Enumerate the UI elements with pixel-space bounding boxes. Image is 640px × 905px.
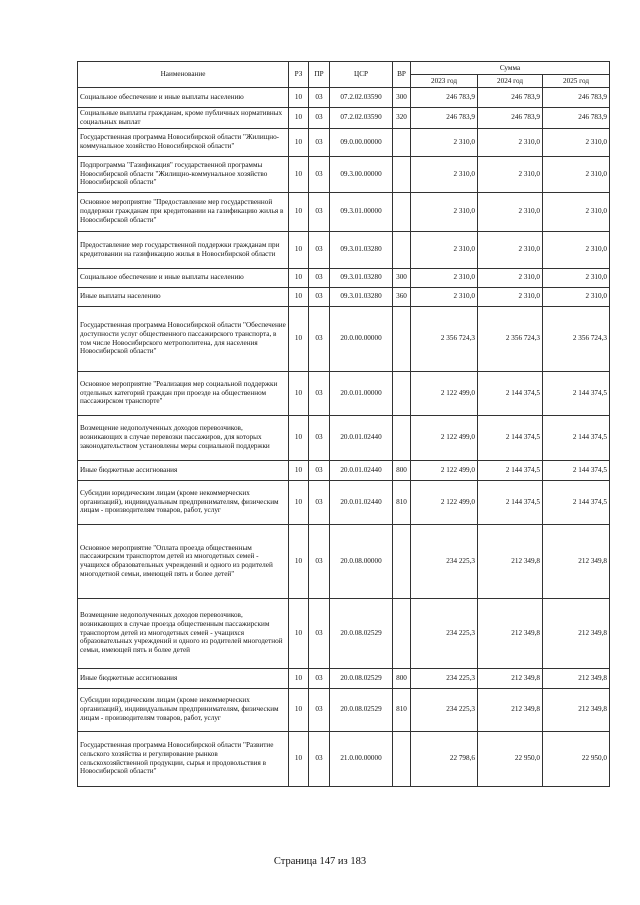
header-rz: РЗ <box>289 62 309 88</box>
cell-name: Государственная программа Новосибирской области "Обеспечение доступности услуг общественного пассажирского транспорта, в том числе Новосибирского метрополитена, для населения Новосибирской области" <box>78 306 289 371</box>
cell-sum-2025: 246 783,9 <box>543 88 610 108</box>
cell-csr: 20.0.01.00000 <box>330 371 393 415</box>
cell-vr: 300 <box>393 88 411 108</box>
cell-sum-2024: 2 144 374,5 <box>478 460 543 480</box>
cell-sum-2025: 2 144 374,5 <box>543 415 610 460</box>
table-row <box>78 668 610 688</box>
cell-csr: 20.0.01.02440 <box>330 460 393 480</box>
header-pr: ПР <box>309 62 330 88</box>
cell-vr: 300 <box>393 268 411 287</box>
cell-name: Иные выплаты населению <box>78 287 289 306</box>
cell-vr: 810 <box>393 688 411 731</box>
table-row <box>78 460 610 480</box>
header-vr: ВР <box>393 62 411 88</box>
cell-rz: 10 <box>289 460 309 480</box>
cell-sum-2023: 2 310,0 <box>411 192 478 231</box>
cell-name: Социальное обеспечение и иные выплаты населению <box>78 268 289 287</box>
header-year-2024: 2024 год <box>478 75 543 88</box>
cell-vr <box>393 524 411 598</box>
cell-name: Социальное обеспечение и иные выплаты населению <box>78 88 289 108</box>
table-row <box>78 287 610 306</box>
cell-sum-2024: 2 144 374,5 <box>478 415 543 460</box>
cell-name: Субсидии юридическим лицам (кроме некоммерческих организаций), индивидуальным предпринимателям, физическим лицам - производителям товаров, работ, услуг <box>78 480 289 524</box>
cell-rz: 10 <box>289 128 309 156</box>
cell-pr: 03 <box>309 192 330 231</box>
cell-vr <box>393 731 411 786</box>
table-row <box>78 731 610 786</box>
cell-name: Иные бюджетные ассигнования <box>78 668 289 688</box>
cell-sum-2025: 2 310,0 <box>543 287 610 306</box>
cell-vr <box>393 415 411 460</box>
cell-pr: 03 <box>309 415 330 460</box>
cell-vr <box>393 371 411 415</box>
table-body <box>78 88 610 787</box>
cell-vr: 800 <box>393 460 411 480</box>
cell-rz: 10 <box>289 688 309 731</box>
cell-csr: 20.0.08.02529 <box>330 668 393 688</box>
cell-name: Основное мероприятие "Реализация мер социальной поддержки отдельных категорий граждан при проезде на общественном пассажирском транспорте" <box>78 371 289 415</box>
cell-csr: 09.3.01.03280 <box>330 231 393 268</box>
cell-sum-2024: 246 783,9 <box>478 88 543 108</box>
cell-vr: 800 <box>393 668 411 688</box>
cell-pr: 03 <box>309 598 330 668</box>
cell-rz: 10 <box>289 287 309 306</box>
cell-rz: 10 <box>289 231 309 268</box>
cell-vr: 320 <box>393 108 411 129</box>
cell-sum-2025: 212 349,8 <box>543 668 610 688</box>
cell-name: Государственная программа Новосибирской области "Развитие сельского хозяйства и регулирование рынков сельскохозяйственной продукции, сырья и продовольствия в Новосибирской области" <box>78 731 289 786</box>
cell-rz: 10 <box>289 108 309 129</box>
cell-vr: 810 <box>393 480 411 524</box>
cell-sum-2024: 2 144 374,5 <box>478 371 543 415</box>
cell-pr: 03 <box>309 306 330 371</box>
cell-sum-2024: 246 783,9 <box>478 108 543 129</box>
cell-sum-2025: 2 310,0 <box>543 192 610 231</box>
table-row <box>78 108 610 129</box>
cell-pr: 03 <box>309 287 330 306</box>
cell-rz: 10 <box>289 156 309 192</box>
cell-pr: 03 <box>309 108 330 129</box>
cell-name: Основное мероприятие "Предоставление мер государственной поддержки гражданам при кредитовании на газификацию жилья в Новосибирской области" <box>78 192 289 231</box>
cell-sum-2025: 2 310,0 <box>543 231 610 268</box>
cell-name: Субсидии юридическим лицам (кроме некоммерческих организаций), индивидуальным предпринимателям, физическим лицам - производителям товаров, работ, услуг <box>78 688 289 731</box>
cell-sum-2025: 2 310,0 <box>543 156 610 192</box>
cell-vr <box>393 231 411 268</box>
cell-sum-2023: 234 225,3 <box>411 688 478 731</box>
header-sum: Сумма <box>411 62 610 75</box>
table-row <box>78 524 610 598</box>
header-csr: ЦСР <box>330 62 393 88</box>
cell-sum-2024: 212 349,8 <box>478 688 543 731</box>
cell-name: Подпрограмма "Газификация" государственной программы Новосибирской области "Жилищно-коммунальное хозяйство Новосибирской области" <box>78 156 289 192</box>
cell-sum-2025: 212 349,8 <box>543 688 610 731</box>
cell-sum-2024: 212 349,8 <box>478 524 543 598</box>
cell-sum-2023: 2 310,0 <box>411 231 478 268</box>
cell-sum-2024: 2 310,0 <box>478 287 543 306</box>
cell-rz: 10 <box>289 268 309 287</box>
header-year-2025: 2025 год <box>543 75 610 88</box>
cell-sum-2025: 2 144 374,5 <box>543 460 610 480</box>
cell-sum-2023: 2 122 499,0 <box>411 415 478 460</box>
cell-sum-2023: 2 122 499,0 <box>411 371 478 415</box>
cell-vr: 360 <box>393 287 411 306</box>
cell-sum-2023: 2 122 499,0 <box>411 460 478 480</box>
cell-pr: 03 <box>309 268 330 287</box>
cell-pr: 03 <box>309 688 330 731</box>
cell-rz: 10 <box>289 306 309 371</box>
cell-csr: 20.0.08.00000 <box>330 524 393 598</box>
cell-sum-2023: 234 225,3 <box>411 524 478 598</box>
cell-sum-2024: 2 144 374,5 <box>478 480 543 524</box>
cell-sum-2024: 2 310,0 <box>478 128 543 156</box>
cell-pr: 03 <box>309 231 330 268</box>
cell-rz: 10 <box>289 371 309 415</box>
cell-pr: 03 <box>309 524 330 598</box>
cell-sum-2023: 2 310,0 <box>411 156 478 192</box>
cell-sum-2025: 2 356 724,3 <box>543 306 610 371</box>
cell-sum-2024: 22 950,0 <box>478 731 543 786</box>
cell-sum-2024: 212 349,8 <box>478 598 543 668</box>
cell-pr: 03 <box>309 480 330 524</box>
cell-sum-2025: 212 349,8 <box>543 524 610 598</box>
cell-rz: 10 <box>289 480 309 524</box>
budget-table <box>77 61 610 787</box>
cell-sum-2024: 212 349,8 <box>478 668 543 688</box>
cell-name: Возмещение недополученных доходов перевозчиков, возникающих в случае проезда общественным пассажирским транспортом детей из многодетных семей - учащихся образовательных учреждений и одного из родителей многодетной семьи, имеющей пять и более детей <box>78 598 289 668</box>
cell-sum-2024: 2 356 724,3 <box>478 306 543 371</box>
cell-sum-2023: 246 783,9 <box>411 108 478 129</box>
cell-name: Предоставление мер государственной поддержки гражданам при кредитовании на газификацию жилья в Новосибирской области <box>78 231 289 268</box>
table-row <box>78 156 610 192</box>
cell-sum-2023: 234 225,3 <box>411 668 478 688</box>
cell-csr: 07.2.02.03590 <box>330 88 393 108</box>
cell-csr: 07.2.02.03590 <box>330 108 393 129</box>
cell-rz: 10 <box>289 668 309 688</box>
cell-pr: 03 <box>309 731 330 786</box>
cell-name: Основное мероприятие "Оплата проезда общественным пассажирским транспортом детей из многодетных семей - учащихся образовательных учреждений и одного из родителей многодетной семьи, имеющей пять и более детей" <box>78 524 289 598</box>
cell-vr <box>393 192 411 231</box>
cell-pr: 03 <box>309 88 330 108</box>
cell-sum-2025: 22 950,0 <box>543 731 610 786</box>
cell-sum-2023: 246 783,9 <box>411 88 478 108</box>
cell-pr: 03 <box>309 156 330 192</box>
cell-sum-2024: 2 310,0 <box>478 192 543 231</box>
table-row <box>78 268 610 287</box>
cell-rz: 10 <box>289 731 309 786</box>
cell-vr <box>393 306 411 371</box>
cell-name: Возмещение недополученных доходов перевозчиков, возникающих в случае перевозки пассажиров, для которых законодательством установлены меры социальной поддержки <box>78 415 289 460</box>
table-row <box>78 306 610 371</box>
cell-rz: 10 <box>289 88 309 108</box>
cell-pr: 03 <box>309 371 330 415</box>
table-row <box>78 128 610 156</box>
cell-sum-2025: 246 783,9 <box>543 108 610 129</box>
cell-sum-2025: 2 310,0 <box>543 128 610 156</box>
cell-sum-2024: 2 310,0 <box>478 156 543 192</box>
table-row <box>78 88 610 108</box>
header-year-2023: 2023 год <box>411 75 478 88</box>
cell-sum-2023: 2 310,0 <box>411 287 478 306</box>
cell-csr: 09.3.01.03280 <box>330 268 393 287</box>
cell-sum-2023: 2 122 499,0 <box>411 480 478 524</box>
cell-csr: 20.0.08.02529 <box>330 598 393 668</box>
cell-sum-2025: 2 310,0 <box>543 268 610 287</box>
table-row <box>78 688 610 731</box>
cell-sum-2023: 2 310,0 <box>411 268 478 287</box>
cell-csr: 09.3.01.03280 <box>330 287 393 306</box>
cell-name: Государственная программа Новосибирской области "Жилищно-коммунальное хозяйство Новосибирской области" <box>78 128 289 156</box>
cell-csr: 09.0.00.00000 <box>330 128 393 156</box>
cell-rz: 10 <box>289 524 309 598</box>
cell-pr: 03 <box>309 460 330 480</box>
cell-rz: 10 <box>289 415 309 460</box>
cell-sum-2025: 2 144 374,5 <box>543 371 610 415</box>
cell-csr: 20.0.08.02529 <box>330 688 393 731</box>
cell-vr <box>393 156 411 192</box>
cell-name: Социальные выплаты гражданам, кроме публичных нормативных социальных выплат <box>78 108 289 129</box>
cell-sum-2023: 2 310,0 <box>411 128 478 156</box>
table-row <box>78 415 610 460</box>
cell-pr: 03 <box>309 668 330 688</box>
cell-sum-2025: 212 349,8 <box>543 598 610 668</box>
cell-vr <box>393 128 411 156</box>
cell-rz: 10 <box>289 598 309 668</box>
cell-sum-2023: 22 798,6 <box>411 731 478 786</box>
table-row <box>78 598 610 668</box>
cell-csr: 09.3.00.00000 <box>330 156 393 192</box>
cell-sum-2024: 2 310,0 <box>478 231 543 268</box>
cell-csr: 20.0.00.00000 <box>330 306 393 371</box>
header-name: Наименование <box>78 62 289 88</box>
table-row <box>78 371 610 415</box>
cell-sum-2023: 2 356 724,3 <box>411 306 478 371</box>
cell-csr: 20.0.01.02440 <box>330 480 393 524</box>
cell-sum-2024: 2 310,0 <box>478 268 543 287</box>
table-row <box>78 480 610 524</box>
cell-name: Иные бюджетные ассигнования <box>78 460 289 480</box>
cell-rz: 10 <box>289 192 309 231</box>
cell-sum-2025: 2 144 374,5 <box>543 480 610 524</box>
table-row <box>78 231 610 268</box>
page-number: Страница 147 из 183 <box>273 856 367 867</box>
cell-csr: 20.0.01.02440 <box>330 415 393 460</box>
cell-csr: 21.0.00.00000 <box>330 731 393 786</box>
cell-csr: 09.3.01.00000 <box>330 192 393 231</box>
table-row <box>78 192 610 231</box>
cell-vr <box>393 598 411 668</box>
cell-pr: 03 <box>309 128 330 156</box>
cell-sum-2023: 234 225,3 <box>411 598 478 668</box>
